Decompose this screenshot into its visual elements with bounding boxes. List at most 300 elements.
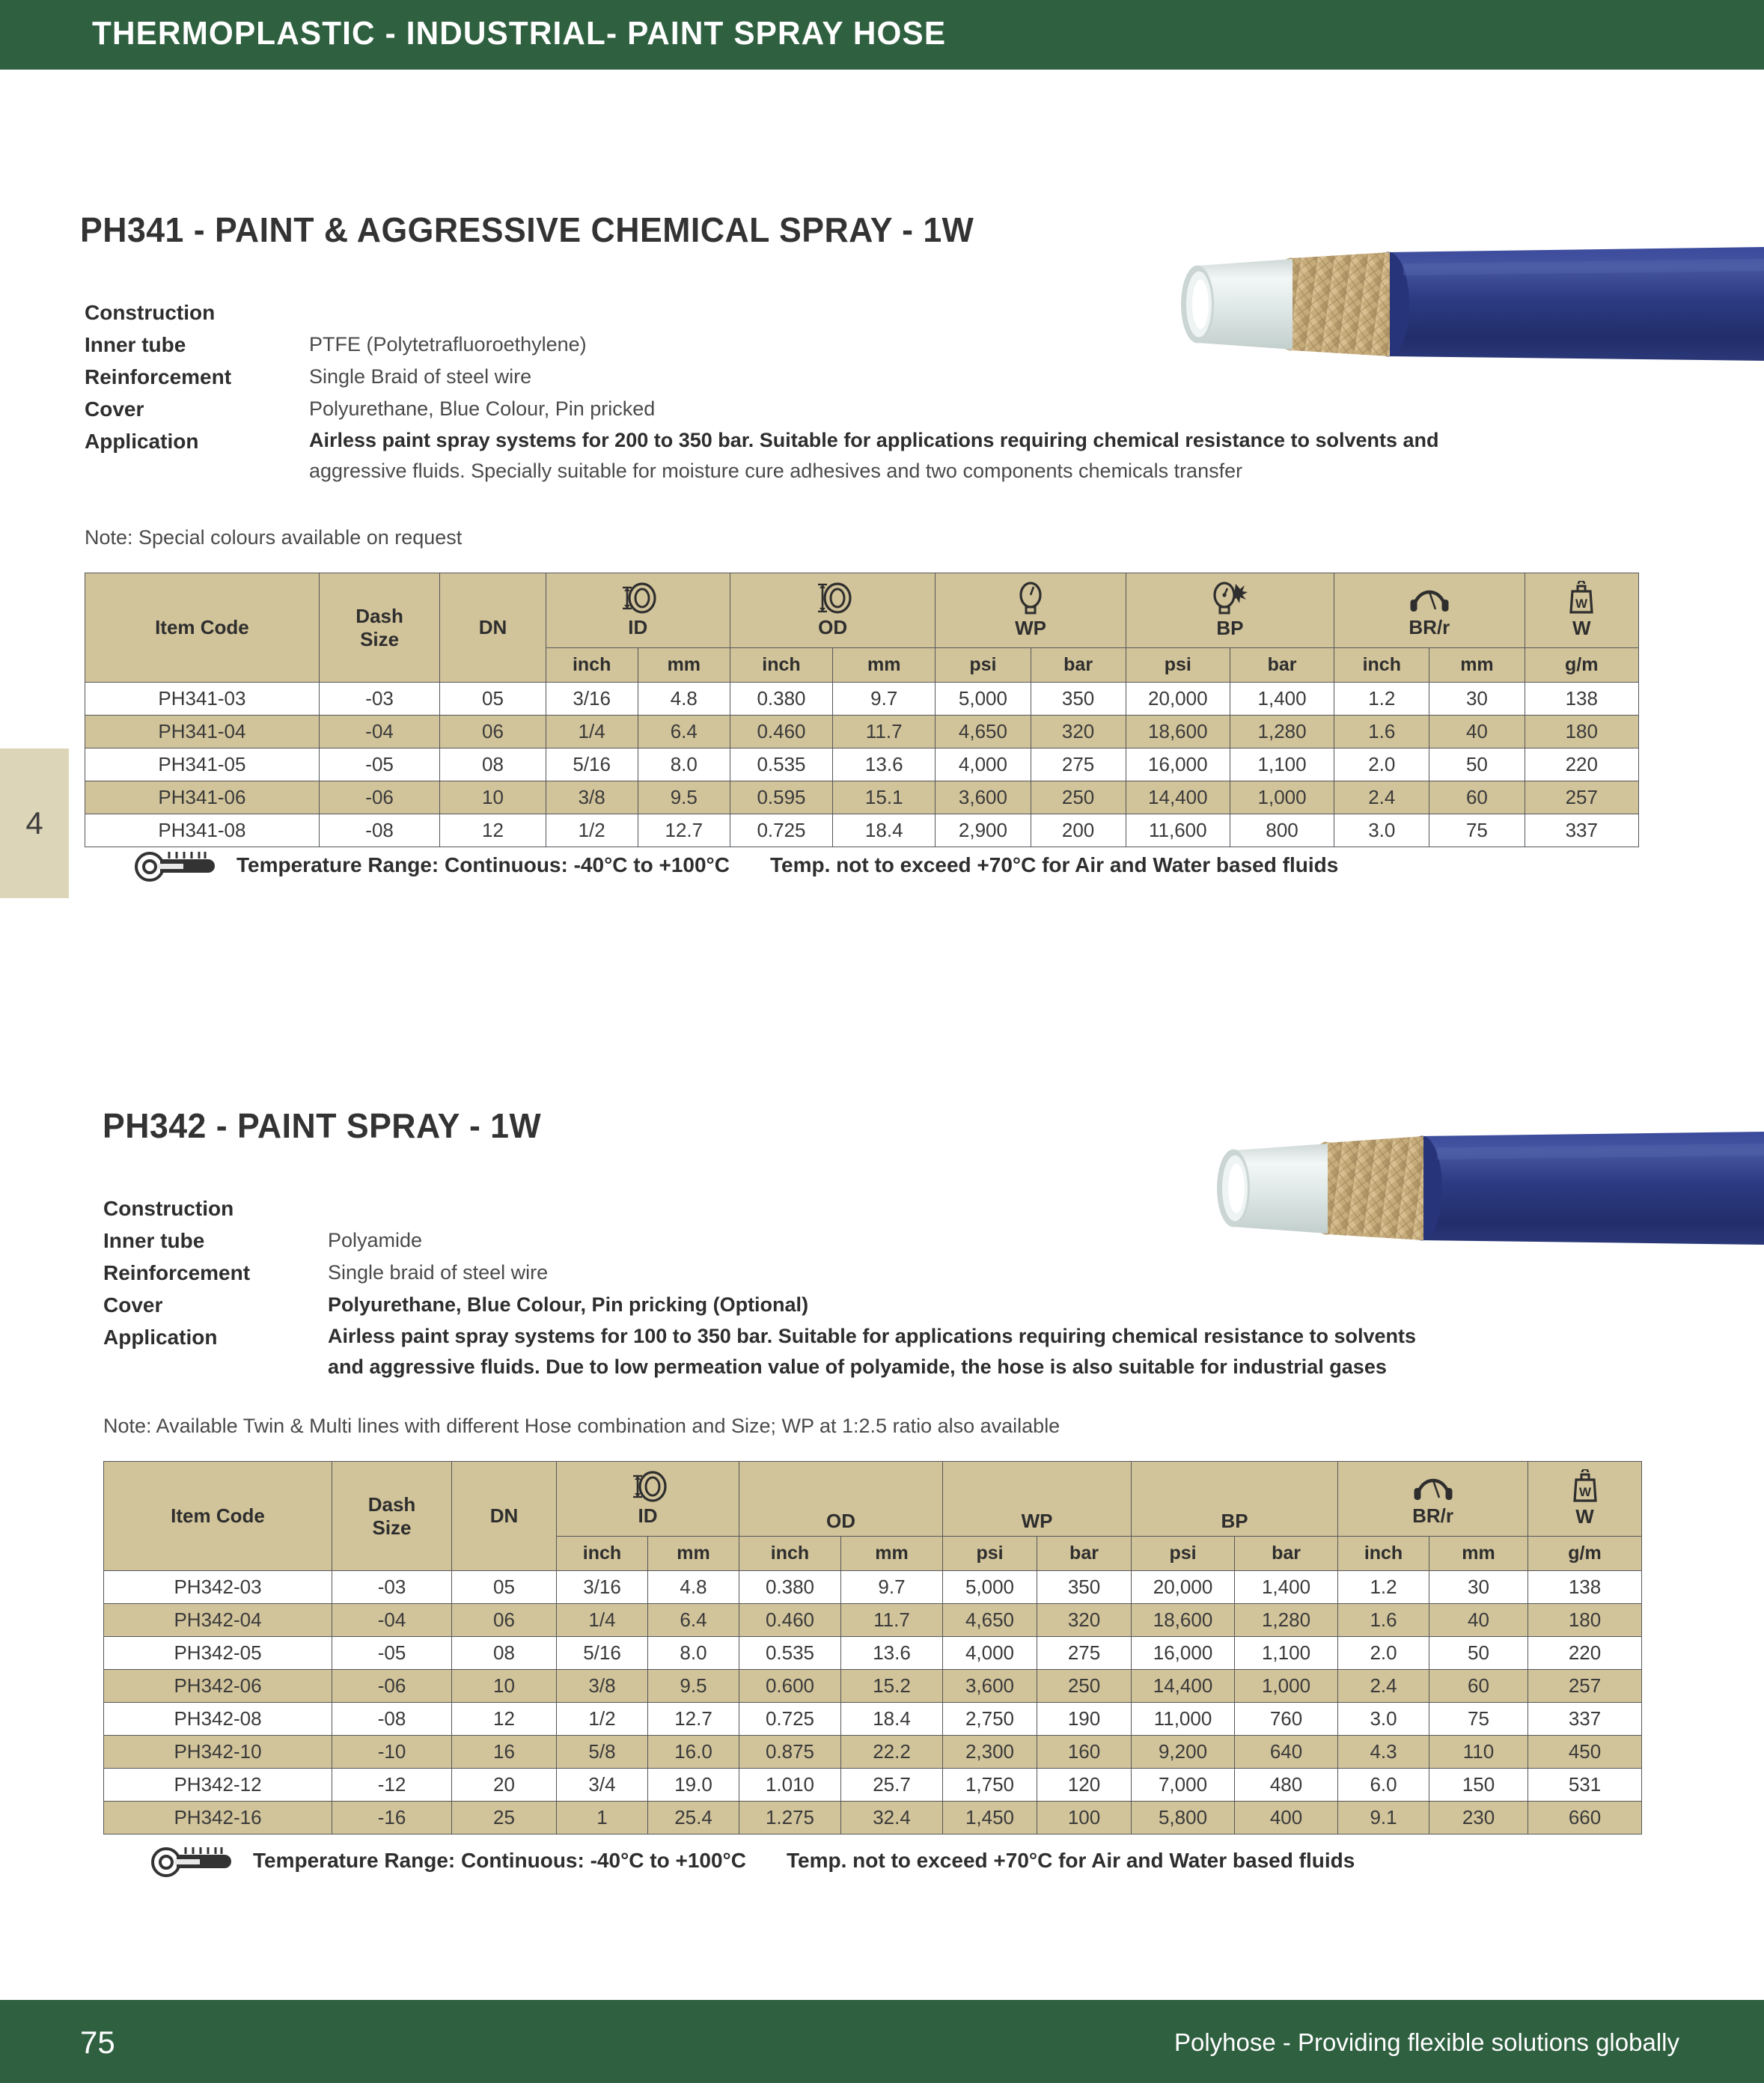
cell-id-inch: 5/16 [546, 748, 638, 781]
bend-radius-icon [1411, 1470, 1456, 1503]
temperature-range-text: Temperature Range: Continuous: -40°C to +100°C [236, 853, 730, 876]
construction-label: Reinforcement [103, 1261, 251, 1284]
burst-pressure-gauge-icon [1209, 581, 1251, 615]
cell-w: 180 [1528, 1604, 1642, 1637]
col-group-bp [1132, 1462, 1338, 1537]
cell-item: PH341-03 [85, 683, 320, 716]
col-group-od [730, 573, 936, 648]
col-dash-size-line1: Dash [355, 604, 403, 627]
construction-row-cover [103, 1289, 1652, 1321]
cell-dn: 05 [452, 1571, 557, 1604]
page-number: 75 [80, 2025, 115, 2060]
unit-br-mm: mm [1429, 1537, 1528, 1571]
table-row [104, 1670, 1642, 1703]
col-dash-size-line1: Dash [367, 1492, 416, 1516]
application-line-1: Airless paint spray systems for 200 to 350 bar. Suitable for applications requiring chemical resistance to solvents and [309, 429, 1439, 451]
cell-bp-bar: 1,100 [1230, 748, 1334, 781]
cell-bp-psi: 5,800 [1132, 1802, 1235, 1835]
cell-od-mm: 22.2 [841, 1736, 943, 1769]
unit-wp-psi: psi [936, 648, 1031, 683]
cell-od-mm: 13.6 [833, 748, 936, 781]
cell-item: PH341-05 [85, 748, 320, 781]
col-group-w [1528, 1462, 1642, 1537]
cell-id-mm: 12.7 [638, 814, 730, 847]
cell-w: 180 [1525, 716, 1638, 748]
cell-dash: -08 [332, 1703, 452, 1736]
construction-heading: Construction [85, 301, 216, 324]
cell-wp-bar: 250 [1037, 1670, 1132, 1703]
cell-br-mm: 30 [1429, 683, 1525, 716]
section-index-tab [0, 748, 69, 898]
cell-bp-psi: 16,000 [1126, 748, 1230, 781]
cell-wp-psi: 5,000 [936, 683, 1031, 716]
cell-wp-bar: 320 [1031, 716, 1126, 748]
cell-id-mm: 8.0 [638, 748, 730, 781]
table-row [104, 1769, 1642, 1802]
application-line-2: aggressive fluids. Specially suitable for moisture cure adhesives and two components chemicals transfer [309, 460, 1243, 482]
table-row [104, 1736, 1642, 1769]
cell-wp-bar: 250 [1031, 781, 1126, 814]
table-row [104, 1802, 1642, 1835]
col-brr-label: BR/r [1409, 616, 1450, 638]
col-dash-size [319, 573, 439, 683]
cell-bp-psi: 16,000 [1132, 1637, 1235, 1670]
hose-cutaway-illustration [1156, 225, 1764, 382]
unit-od-mm: mm [841, 1537, 943, 1571]
cell-wp-psi: 1,750 [943, 1769, 1037, 1802]
cell-bp-psi: 20,000 [1126, 683, 1230, 716]
cell-bp-psi: 11,000 [1132, 1703, 1235, 1736]
cell-id-inch: 3/16 [546, 683, 638, 716]
cell-dn: 06 [440, 716, 546, 748]
cell-br-mm: 40 [1429, 716, 1525, 748]
working-pressure-gauge-icon [1013, 581, 1048, 615]
unit-br-inch: inch [1334, 648, 1429, 683]
construction-label: Application [85, 430, 199, 453]
construction-row-application [85, 425, 1634, 487]
cell-dn: 12 [452, 1703, 557, 1736]
construction-value: PTFE (Polytetrafluoroethylene) [309, 333, 587, 356]
cell-dash: -16 [332, 1802, 452, 1835]
cell-od-inch: 0.725 [739, 1703, 841, 1736]
temperature-note-ph342 [150, 1843, 1355, 1879]
cell-dn: 10 [440, 781, 546, 814]
cell-id-inch: 3/8 [557, 1670, 648, 1703]
cell-item: PH341-04 [85, 716, 320, 748]
construction-label: Inner tube [103, 1229, 205, 1252]
cell-br-inch: 2.0 [1338, 1637, 1429, 1670]
application-text [309, 425, 1634, 487]
unit-id-inch: inch [557, 1537, 648, 1571]
cell-dn: 06 [452, 1604, 557, 1637]
cell-item: PH341-06 [85, 781, 320, 814]
cell-w: 531 [1528, 1769, 1642, 1802]
cell-id-mm: 19.0 [648, 1769, 739, 1802]
cell-id-inch: 3/16 [557, 1571, 648, 1604]
table-header-group-row [104, 1462, 1642, 1537]
cell-item: PH342-12 [104, 1769, 332, 1802]
cell-br-inch: 9.1 [1338, 1802, 1429, 1835]
cell-item: PH342-06 [104, 1670, 332, 1703]
unit-od-inch: inch [730, 648, 832, 683]
unit-id-inch: inch [546, 648, 638, 683]
cell-dash: -05 [319, 748, 439, 781]
cell-br-inch: 1.2 [1334, 683, 1429, 716]
col-bp-label: BP [1216, 617, 1244, 639]
cell-bp-bar: 1,000 [1235, 1670, 1338, 1703]
unit-id-mm: mm [638, 648, 730, 683]
cell-bp-bar: 760 [1235, 1703, 1338, 1736]
cell-bp-psi: 11,600 [1126, 814, 1230, 847]
application-line-2: and aggressive fluids. Due to low permeation value of polyamide, the hose is also suitable for industrial gases [328, 1355, 1387, 1378]
cell-br-inch: 1.2 [1338, 1571, 1429, 1604]
cell-od-inch: 0.875 [739, 1736, 841, 1769]
cell-bp-psi: 20,000 [1132, 1571, 1235, 1604]
construction-value: Polyurethane, Blue Colour, Pin pricking (Optional) [328, 1293, 809, 1316]
cell-br-inch: 2.4 [1334, 781, 1429, 814]
cell-id-mm: 4.8 [648, 1571, 739, 1604]
page-title: THERMOPLASTIC - INDUSTRIAL- PAINT SPRAY HOSE [92, 15, 947, 52]
weight-icon [1570, 1469, 1600, 1504]
application-text [328, 1321, 1652, 1382]
construction-label: Cover [103, 1293, 163, 1317]
cell-id-mm: 12.7 [648, 1703, 739, 1736]
table-row [85, 716, 1639, 748]
cell-id-inch: 5/16 [557, 1637, 648, 1670]
cell-w: 337 [1528, 1703, 1642, 1736]
note-text-ph341: Note: Special colours available on request [85, 526, 463, 549]
unit-wp-psi: psi [943, 1537, 1037, 1571]
cell-od-inch: 0.535 [739, 1637, 841, 1670]
cell-wp-psi: 1,450 [943, 1802, 1037, 1835]
section-title-ph342: PH342 - PAINT SPRAY - 1W [103, 1106, 542, 1145]
table-row [85, 814, 1639, 847]
cell-wp-psi: 5,000 [943, 1571, 1037, 1604]
unit-bp-bar: bar [1230, 648, 1334, 683]
cell-id-mm: 4.8 [638, 683, 730, 716]
col-dash-size-line2: Size [360, 627, 400, 650]
cell-wp-psi: 2,900 [936, 814, 1031, 847]
cell-od-mm: 18.4 [841, 1703, 943, 1736]
cell-wp-bar: 275 [1037, 1637, 1132, 1670]
cell-dn: 16 [452, 1736, 557, 1769]
cell-wp-psi: 2,300 [943, 1736, 1037, 1769]
application-line-1: Airless paint spray systems for 100 to 350 bar. Suitable for applications requiring chemical resistance to solvents [328, 1325, 1417, 1347]
thermometer-icon [133, 847, 216, 883]
temperature-note-ph341 [133, 847, 1338, 883]
cell-bp-bar: 1,280 [1230, 716, 1334, 748]
construction-label: Cover [85, 397, 144, 421]
svg-text:W: W [1575, 597, 1588, 611]
construction-label: Inner tube [85, 333, 186, 356]
cell-item: PH342-04 [104, 1604, 332, 1637]
cell-bp-psi: 14,400 [1132, 1670, 1235, 1703]
spec-table-ph342 [103, 1461, 1642, 1835]
cell-br-mm: 75 [1429, 814, 1525, 847]
cell-br-inch: 2.4 [1338, 1670, 1429, 1703]
construction-value: Single braid of steel wire [328, 1261, 549, 1284]
cell-od-mm: 11.7 [841, 1604, 943, 1637]
col-group-brr [1334, 573, 1525, 648]
cell-br-mm: 150 [1429, 1769, 1528, 1802]
col-w-label: W [1575, 1505, 1594, 1528]
cell-od-inch: 0.535 [730, 748, 832, 781]
unit-id-mm: mm [648, 1537, 739, 1571]
cell-od-mm: 13.6 [841, 1637, 943, 1670]
cell-w: 337 [1525, 814, 1638, 847]
table-row [85, 748, 1639, 781]
section-index-number: 4 [25, 805, 43, 841]
cell-dn: 10 [452, 1670, 557, 1703]
col-brr-label: BR/r [1412, 1504, 1453, 1527]
cell-od-mm: 11.7 [833, 716, 936, 748]
cell-item: PH342-10 [104, 1736, 332, 1769]
cell-w: 138 [1525, 683, 1638, 716]
cell-dash: -04 [332, 1604, 452, 1637]
col-od-label: OD [818, 616, 848, 638]
cell-item: PH341-08 [85, 814, 320, 847]
construction-row-cover [85, 393, 1634, 425]
cell-id-mm: 16.0 [648, 1736, 739, 1769]
col-item-code: Item Code [104, 1462, 332, 1571]
cell-id-inch: 1/2 [546, 814, 638, 847]
unit-w-gm: g/m [1528, 1537, 1642, 1571]
cell-item: PH342-05 [104, 1637, 332, 1670]
col-group-w [1525, 573, 1638, 648]
construction-label: Application [103, 1326, 218, 1349]
cell-od-mm: 18.4 [833, 814, 936, 847]
cell-item: PH342-08 [104, 1703, 332, 1736]
cell-bp-bar: 480 [1235, 1769, 1338, 1802]
table-row [85, 683, 1639, 716]
cell-wp-bar: 120 [1037, 1769, 1132, 1802]
cell-br-inch: 2.0 [1334, 748, 1429, 781]
table-row [104, 1604, 1642, 1637]
cell-dn: 12 [440, 814, 546, 847]
construction-heading: Construction [103, 1197, 234, 1220]
cell-w: 220 [1528, 1637, 1642, 1670]
cell-bp-bar: 1,280 [1235, 1604, 1338, 1637]
cell-id-inch: 1/2 [557, 1703, 648, 1736]
cell-br-inch: 4.3 [1338, 1736, 1429, 1769]
construction-value: Polyamide [328, 1229, 423, 1251]
col-group-wp [936, 573, 1126, 648]
cell-wp-psi: 4,650 [936, 716, 1031, 748]
cell-br-mm: 40 [1429, 1604, 1528, 1637]
cell-dn: 05 [440, 683, 546, 716]
cell-dash: -03 [332, 1571, 452, 1604]
cell-od-inch: 0.725 [730, 814, 832, 847]
cell-wp-psi: 4,000 [943, 1637, 1037, 1670]
cell-bp-bar: 1,000 [1230, 781, 1334, 814]
cell-dash: -08 [319, 814, 439, 847]
construction-label: Reinforcement [85, 365, 232, 388]
spec-table-ph341 [85, 573, 1639, 847]
cell-br-mm: 30 [1429, 1571, 1528, 1604]
col-dash-size-line2: Size [372, 1516, 412, 1539]
cell-od-inch: 1.275 [739, 1802, 841, 1835]
temperature-range-text: Temperature Range: Continuous: -40°C to +100°C [253, 1849, 746, 1872]
cell-item: PH342-16 [104, 1802, 332, 1835]
col-od-label: OD [826, 1510, 855, 1532]
cell-id-mm: 9.5 [638, 781, 730, 814]
footer-tagline: Polyhose - Providing flexible solutions globally [1174, 2028, 1679, 2056]
cell-id-inch: 1/4 [557, 1604, 648, 1637]
cell-wp-psi: 3,600 [936, 781, 1031, 814]
cell-br-inch: 6.0 [1338, 1769, 1429, 1802]
cell-br-inch: 1.6 [1338, 1604, 1429, 1637]
unit-od-mm: mm [833, 648, 936, 683]
cell-id-inch: 3/4 [557, 1769, 648, 1802]
cell-dash: -12 [332, 1769, 452, 1802]
cell-dash: -05 [332, 1637, 452, 1670]
temperature-limit-text: Temp. not to exceed +70°C for Air and Water based fluids [769, 853, 1339, 876]
cell-w: 138 [1528, 1571, 1642, 1604]
cell-id-mm: 6.4 [648, 1604, 739, 1637]
construction-value: Single Braid of steel wire [309, 365, 532, 388]
cell-id-inch: 1 [557, 1802, 648, 1835]
unit-od-inch: inch [739, 1537, 841, 1571]
cell-wp-psi: 2,750 [943, 1703, 1037, 1736]
cell-id-mm: 9.5 [648, 1670, 739, 1703]
cell-od-inch: 0.600 [739, 1670, 841, 1703]
cell-od-inch: 0.595 [730, 781, 832, 814]
cell-dn: 20 [452, 1769, 557, 1802]
bend-radius-icon [1407, 582, 1452, 614]
cell-od-mm: 25.7 [841, 1769, 943, 1802]
cell-wp-psi: 4,650 [943, 1604, 1037, 1637]
cell-od-inch: 0.380 [730, 683, 832, 716]
page-header-banner [0, 0, 1764, 70]
cell-od-mm: 9.7 [841, 1571, 943, 1604]
cell-id-mm: 25.4 [648, 1802, 739, 1835]
col-item-code: Item Code [85, 573, 320, 683]
hose-product-image-ph341 [1156, 225, 1764, 382]
col-group-bp [1126, 573, 1334, 648]
cell-br-mm: 50 [1429, 1637, 1528, 1670]
cell-wp-bar: 190 [1037, 1703, 1132, 1736]
cell-wp-bar: 100 [1037, 1802, 1132, 1835]
table-header-group-row [85, 573, 1639, 648]
cell-dash: -10 [332, 1736, 452, 1769]
table-row [104, 1637, 1642, 1670]
table-row [104, 1571, 1642, 1604]
cell-br-mm: 230 [1429, 1802, 1528, 1835]
col-wp-label: WP [1015, 617, 1046, 639]
cell-od-inch: 1.010 [739, 1769, 841, 1802]
table-row [85, 781, 1639, 814]
col-id-label: ID [638, 1504, 658, 1527]
col-group-id [546, 573, 730, 648]
cell-br-mm: 75 [1429, 1703, 1528, 1736]
temperature-limit-text: Temp. not to exceed +70°C for Air and Water based fluids [786, 1849, 1355, 1872]
cell-od-inch: 0.380 [739, 1571, 841, 1604]
cell-br-mm: 50 [1429, 748, 1525, 781]
cell-dash: -03 [319, 683, 439, 716]
col-group-od [739, 1462, 943, 1537]
unit-bp-psi: psi [1132, 1537, 1235, 1571]
cell-br-mm: 60 [1429, 1670, 1528, 1703]
cell-id-mm: 8.0 [648, 1637, 739, 1670]
unit-br-inch: inch [1338, 1537, 1429, 1571]
cell-bp-bar: 800 [1230, 814, 1334, 847]
table-row [104, 1703, 1642, 1736]
cell-wp-psi: 3,600 [943, 1670, 1037, 1703]
cell-bp-psi: 14,400 [1126, 781, 1230, 814]
cell-id-mm: 6.4 [638, 716, 730, 748]
cell-w: 450 [1528, 1736, 1642, 1769]
cell-bp-psi: 18,600 [1132, 1604, 1235, 1637]
cell-w: 257 [1525, 781, 1638, 814]
cell-bp-bar: 1,400 [1230, 683, 1334, 716]
hose-cutaway-illustration [1197, 1111, 1764, 1265]
cell-od-inch: 0.460 [730, 716, 832, 748]
cell-br-inch: 1.6 [1334, 716, 1429, 748]
hose-product-image-ph342 [1197, 1111, 1764, 1265]
cell-wp-bar: 320 [1037, 1604, 1132, 1637]
cell-od-mm: 15.2 [841, 1670, 943, 1703]
cell-id-inch: 1/4 [546, 716, 638, 748]
cell-id-inch: 3/8 [546, 781, 638, 814]
col-id-label: ID [628, 616, 648, 638]
unit-br-mm: mm [1429, 648, 1525, 683]
svg-text:W: W [1578, 1485, 1591, 1499]
cell-dn: 08 [452, 1637, 557, 1670]
col-group-wp [943, 1462, 1132, 1537]
outer-diameter-icon [813, 582, 853, 614]
cell-wp-bar: 350 [1031, 683, 1126, 716]
unit-wp-bar: bar [1031, 648, 1126, 683]
cell-dn: 08 [440, 748, 546, 781]
col-group-brr [1338, 1462, 1528, 1537]
unit-bp-psi: psi [1126, 648, 1230, 683]
unit-bp-bar: bar [1235, 1537, 1338, 1571]
col-w-label: W [1572, 617, 1591, 639]
col-wp-label: WP [1021, 1510, 1053, 1532]
cell-wp-psi: 4,000 [936, 748, 1031, 781]
spec-table-body-ph341 [85, 683, 1639, 847]
cell-od-mm: 32.4 [841, 1802, 943, 1835]
cell-wp-bar: 350 [1037, 1571, 1132, 1604]
col-bp-label: BP [1221, 1510, 1248, 1532]
cell-br-mm: 110 [1429, 1736, 1528, 1769]
spec-table-body-ph342 [104, 1571, 1642, 1835]
unit-wp-bar: bar [1037, 1537, 1132, 1571]
thermometer-icon [150, 1843, 232, 1879]
cell-wp-bar: 275 [1031, 748, 1126, 781]
col-group-id [557, 1462, 739, 1537]
cell-br-inch: 3.0 [1334, 814, 1429, 847]
cell-w: 220 [1525, 748, 1638, 781]
construction-row-application [103, 1321, 1652, 1382]
cell-dash: -06 [319, 781, 439, 814]
cell-bp-bar: 400 [1235, 1802, 1338, 1835]
inner-diameter-icon [628, 1470, 668, 1503]
cell-bp-psi: 9,200 [1132, 1736, 1235, 1769]
cell-br-mm: 60 [1429, 781, 1525, 814]
cell-item: PH342-03 [104, 1571, 332, 1604]
cell-od-mm: 9.7 [833, 683, 936, 716]
col-dn: DN [452, 1462, 557, 1571]
cell-br-inch: 3.0 [1338, 1703, 1429, 1736]
cell-bp-psi: 18,600 [1126, 716, 1230, 748]
cell-od-mm: 15.1 [833, 781, 936, 814]
cell-w: 660 [1528, 1802, 1642, 1835]
note-text-ph342: Note: Available Twin & Multi lines with different Hose combination and Size; WP at 1:2.5 ratio also available [103, 1415, 1060, 1437]
cell-bp-bar: 1,400 [1235, 1571, 1338, 1604]
section-title-ph341: PH341 - PAINT & AGGRESSIVE CHEMICAL SPRAY - 1W [80, 210, 974, 249]
cell-w: 257 [1528, 1670, 1642, 1703]
